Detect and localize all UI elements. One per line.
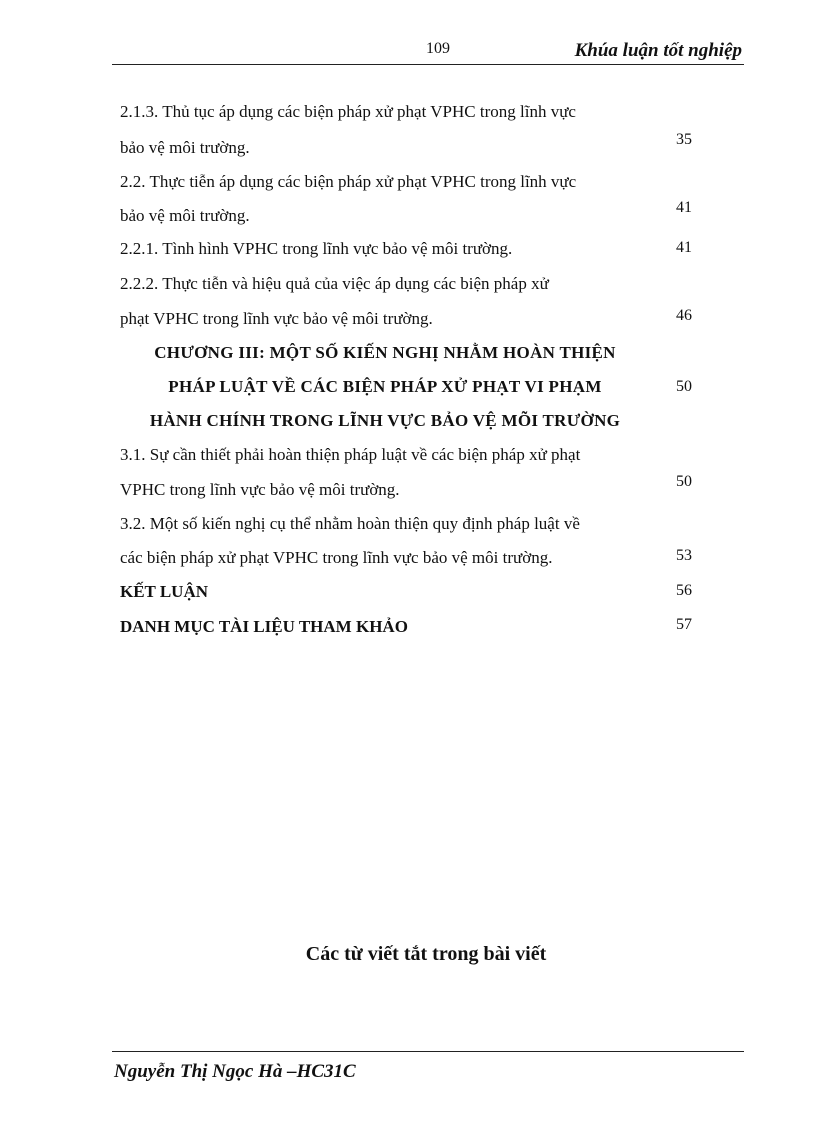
toc-page-number: 53 <box>676 547 692 564</box>
toc-entry-text: 2.2.2. Thực tiễn và hiệu quả của việc áp dụng các biện pháp xử <box>120 274 549 293</box>
toc-entry-text: 2.1.3. Thủ tục áp dụng các biện pháp xử phạt VPHC trong lĩnh vực <box>120 102 576 121</box>
footer-author: Nguyễn Thị Ngọc Hà –HC31C <box>114 1061 356 1082</box>
toc-page-number: 50 <box>676 378 692 395</box>
chapter-heading-line: CHƯƠNG III: MỘT SỐ KIẾN NGHỊ NHẰM HOÀN THIỆN <box>154 343 616 362</box>
toc-page-number: 50 <box>676 473 692 490</box>
page-number: 109 <box>426 40 450 57</box>
toc-entry-text: phạt VPHC trong lĩnh vực bảo vệ môi trường. <box>120 309 433 328</box>
toc-entry-text: 3.1. Sự cần thiết phải hoàn thiện pháp luật về các biện pháp xử phạt <box>120 445 581 464</box>
chapter-heading-line: HÀNH CHÍNH TRONG LĨNH VỰC BẢO VỆ MÕI TRƯỜNG <box>149 411 621 430</box>
toc-page-number: 56 <box>676 582 692 599</box>
toc-page-number: 41 <box>676 199 692 216</box>
toc-entry-text: DANH MỤC TÀI LIỆU THAM KHẢO <box>120 617 408 636</box>
toc-entry-text: bảo vệ môi trường. <box>120 206 250 225</box>
toc-page-number: 41 <box>676 239 692 256</box>
header-divider <box>112 64 744 65</box>
toc-entry-text: 2.2. Thực tiễn áp dụng các biện pháp xử phạt VPHC trong lĩnh vực <box>120 172 577 191</box>
toc-entry-text: các biện pháp xử phạt VPHC trong lĩnh vực bảo vệ môi trường. <box>120 548 553 567</box>
toc-entry-text: VPHC trong lĩnh vực bảo vệ môi trường. <box>120 480 400 499</box>
toc-page-number: 35 <box>676 131 692 148</box>
toc-entry-text: bảo vệ môi trường. <box>120 138 250 157</box>
abbreviations-title: Các từ viết tắt trong bài viết <box>305 943 547 965</box>
toc-entry-text: KẾT LUẬN <box>120 582 209 601</box>
toc-page-number: 57 <box>676 616 692 633</box>
footer-divider <box>112 1051 744 1052</box>
chapter-heading-line: PHÁP LUẬT VỀ CÁC BIỆN PHÁP XỬ PHẠT VI PHẠM <box>168 377 602 396</box>
toc-page-number: 46 <box>676 307 692 324</box>
toc-entry-text: 3.2. Một số kiến nghị cụ thể nhằm hoàn thiện quy định pháp luật về <box>120 514 580 533</box>
header-title: Khúa luận tốt nghiệp <box>574 40 742 61</box>
toc-entry-text: 2.2.1. Tình hình VPHC trong lĩnh vực bảo vệ môi trường. <box>120 239 513 258</box>
